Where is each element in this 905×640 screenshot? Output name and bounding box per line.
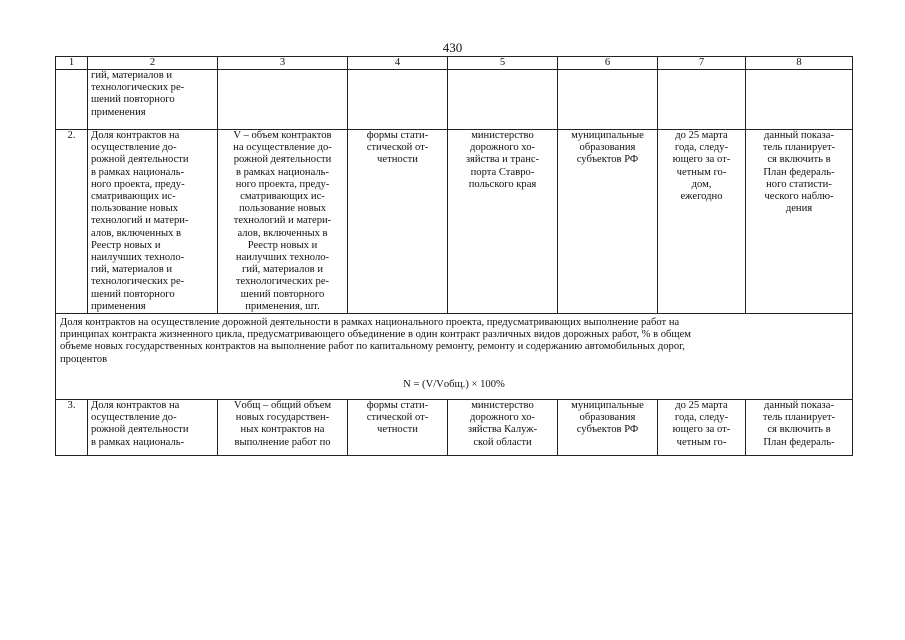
text-line: в рамках националь- — [91, 436, 185, 448]
text-line: зяйства и транс- — [465, 154, 540, 166]
merged-description-row — [56, 314, 853, 400]
table-cell — [746, 70, 853, 130]
text-line: ся включить в — [767, 154, 831, 166]
column-number: 5 — [448, 57, 558, 70]
text-line: ного проекта, преду- — [235, 178, 330, 190]
text-line: ющего за от- — [672, 154, 731, 166]
column-number-row — [56, 57, 853, 70]
text-line: осуществление до- — [91, 142, 177, 154]
column-number: 2 — [88, 57, 218, 70]
row-number: 2. — [56, 130, 88, 314]
page-number: 430 — [442, 40, 463, 55]
description-text — [60, 317, 848, 366]
indicator-basis-cell — [218, 400, 348, 456]
text-line: шений повторного — [240, 288, 325, 300]
text-line: процентов — [60, 353, 108, 365]
text-line: порта Ставро- — [470, 166, 535, 178]
text-line: образования — [579, 142, 636, 154]
column-number: 6 — [558, 57, 658, 70]
text-line: Доля контрактов на — [91, 130, 180, 141]
text-line: четным го- — [676, 436, 727, 448]
indicator-name-cell — [88, 400, 218, 456]
text-line: применения — [91, 300, 146, 312]
responsible-cell — [448, 130, 558, 314]
text-line: алов, включенных в — [237, 227, 328, 239]
text-line: зяйства Калуж- — [467, 424, 538, 436]
text-line: ской области — [473, 436, 532, 448]
table-cell — [56, 70, 88, 130]
text-line: применения, шт. — [245, 300, 320, 312]
text-line: до 25 марта — [675, 400, 728, 412]
column-number: 7 — [658, 57, 746, 70]
text-line: шений повторного — [91, 94, 175, 106]
table-cell — [658, 70, 746, 130]
source-cell — [348, 400, 448, 456]
text-line: тель планирует- — [762, 142, 836, 154]
text-line: алов, включенных в — [91, 227, 182, 239]
text-line: ющего за от- — [672, 424, 731, 436]
text-line: дорожного хо- — [469, 412, 536, 424]
text-line: рожной деятельности — [91, 154, 189, 166]
text-line: пользование новых — [239, 203, 326, 215]
text-line: сматривающих ис- — [240, 191, 325, 203]
indicator-basis-cell — [218, 130, 348, 314]
text-line: министерство — [471, 130, 534, 141]
text-line: шений повторного — [91, 288, 175, 300]
level-cell — [558, 130, 658, 314]
text-line: на осуществление до- — [233, 142, 332, 154]
text-line: технологических ре- — [91, 276, 185, 288]
text-line: Реестр новых и — [91, 239, 161, 251]
text-line: года, следу- — [674, 412, 729, 424]
column-number: 8 — [746, 57, 853, 70]
note-cell — [746, 130, 853, 314]
text-line: технологий и матери- — [233, 215, 332, 227]
text-line: ного статисти- — [766, 178, 832, 190]
text-line: V – объем контрактов — [233, 130, 332, 141]
text-line: пользование новых — [91, 203, 178, 215]
text-line: Доля контрактов на — [91, 400, 180, 412]
text-line: новых государствен- — [235, 412, 330, 424]
text-line: сматривающих ис- — [91, 191, 176, 203]
column-number: 3 — [218, 57, 348, 70]
text-line: ежегодно — [680, 191, 723, 203]
text-line: рожной деятельности — [233, 154, 332, 166]
text-line: Доля контрактов на осуществление дорожной деятельности в рамках национального проекта, предусматривающих выполнение работ на — [60, 317, 680, 329]
responsible-cell — [448, 400, 558, 456]
text-line: применения — [91, 106, 146, 118]
text-line: технологических ре- — [235, 276, 330, 288]
text-line: гий, материалов и — [91, 264, 173, 276]
level-cell — [558, 400, 658, 456]
text-line: данный показа- — [764, 130, 834, 141]
table-cell — [448, 70, 558, 130]
row-number: 3. — [56, 400, 88, 456]
text-line: года, следу- — [674, 142, 729, 154]
table-row — [56, 130, 853, 314]
text-line: в рамках националь- — [91, 166, 185, 178]
text-line: субъектов РФ — [576, 424, 639, 436]
text-line: муниципальные — [571, 130, 644, 141]
text-line: План федераль- — [763, 436, 835, 448]
text-line: министерство — [471, 400, 534, 412]
text-line: гий, материалов и — [91, 70, 173, 81]
text-line: четности — [377, 154, 418, 166]
text-line: наилучших техноло- — [235, 252, 330, 264]
indicator-table — [55, 56, 853, 456]
text-line: принципах контракта жизненного цикла, предусматривающего объединение в один контракт различных видов дорожных работ, % в общем — [60, 329, 691, 341]
table-cell — [218, 70, 348, 130]
text-line: тель планирует- — [762, 412, 836, 424]
text-line: Vобщ – общий объем — [233, 400, 332, 412]
text-line: План федераль- — [763, 166, 835, 178]
table-cell — [88, 70, 218, 130]
text-line: муниципальные — [571, 400, 644, 412]
text-line: субъектов РФ — [576, 154, 639, 166]
text-line: образования — [579, 412, 636, 424]
table-cell — [558, 70, 658, 130]
merged-description-cell — [56, 314, 853, 400]
text-line: дорожного хо- — [469, 142, 536, 154]
text-line: ческого наблю- — [764, 191, 834, 203]
text-line: до 25 марта — [675, 130, 728, 141]
table-row-continuation — [56, 70, 853, 130]
text-line: выполнение работ по — [234, 436, 331, 448]
text-line: формы стати- — [366, 130, 429, 141]
text-line: данный показа- — [764, 400, 834, 412]
source-cell — [348, 130, 448, 314]
text-line: ного проекта, преду- — [91, 178, 185, 190]
text-line: технологических ре- — [91, 82, 185, 94]
text-line: гий, материалов и — [241, 264, 324, 276]
column-number: 4 — [348, 57, 448, 70]
note-cell — [746, 400, 853, 456]
text-line: ся включить в — [767, 424, 831, 436]
text-line: польского края — [468, 178, 537, 190]
text-line: дом, — [691, 178, 712, 190]
text-line: осуществление до- — [91, 412, 177, 424]
text-line: дения — [785, 203, 813, 215]
column-number: 1 — [56, 57, 88, 70]
text-line: ных контрактов на — [240, 424, 325, 436]
table-cell — [348, 70, 448, 130]
text-line: в рамках националь- — [235, 166, 330, 178]
text-line: объеме новых государственных контрактов на выполнение работ по капитальному ремонту, ремонту и содержанию автомобильных дорог, — [60, 341, 685, 353]
text-line: формы стати- — [366, 400, 429, 412]
text-line: технологий и матери- — [91, 215, 189, 227]
text-line: четности — [377, 424, 418, 436]
deadline-cell — [658, 400, 746, 456]
formula: N = (V/Vобщ.) × 100% — [403, 378, 505, 390]
text-line: Реестр новых и — [247, 239, 318, 251]
text-line: наилучших техноло- — [91, 252, 185, 264]
text-line: стической от- — [366, 412, 429, 424]
text-line: рожной деятельности — [91, 424, 189, 436]
deadline-cell — [658, 130, 746, 314]
text-line: четным го- — [676, 166, 727, 178]
table-row — [56, 400, 853, 456]
text-line: стической от- — [366, 142, 429, 154]
indicator-name-cell — [88, 130, 218, 314]
